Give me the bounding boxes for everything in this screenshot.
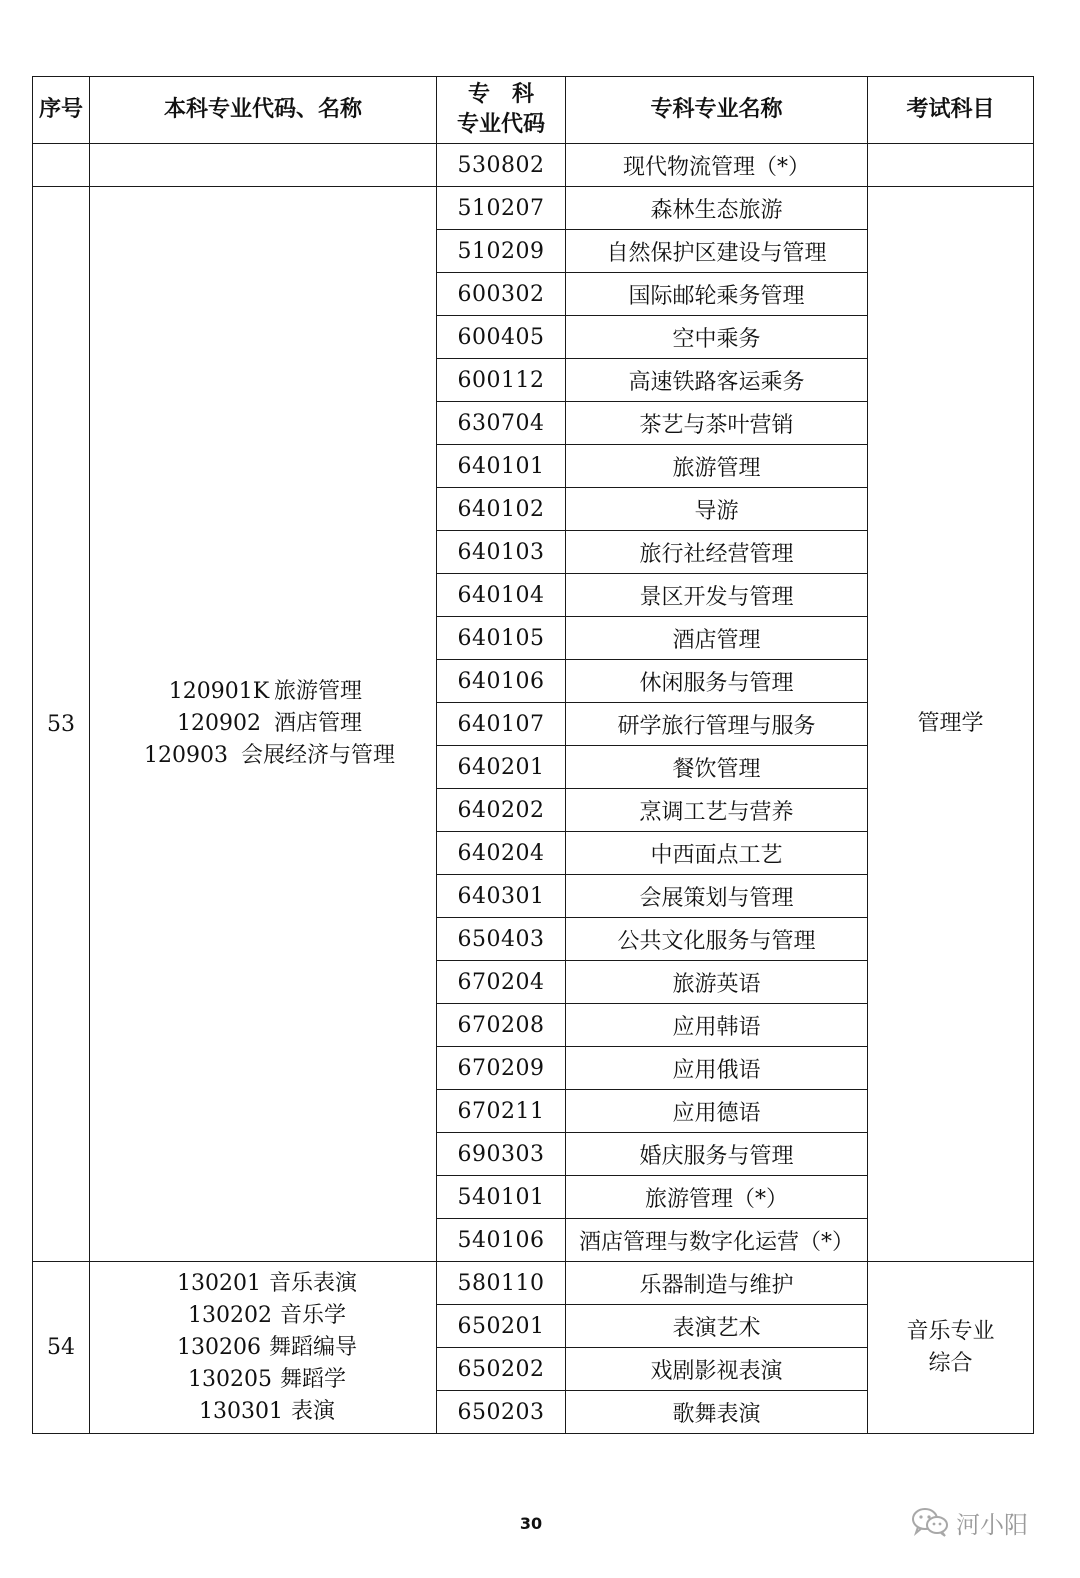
bachelor-major-code: 120901K	[168, 679, 270, 704]
code-cell: 640103	[437, 531, 566, 574]
bachelor-major	[90, 676, 436, 708]
name-cell: 酒店管理与数字化运营（*）	[566, 1219, 868, 1262]
bachelor-major	[90, 1332, 436, 1364]
name-cell: 旅行社经营管理	[566, 531, 868, 574]
name-cell: 歌舞表演	[566, 1391, 868, 1434]
name-cell: 会展策划与管理	[566, 875, 868, 918]
bachelor-major-name: 音乐学	[279, 1302, 346, 1328]
code-cell: 650201	[437, 1305, 566, 1348]
code-cell: 640104	[437, 574, 566, 617]
code-cell: 640106	[437, 660, 566, 703]
code-cell: 670211	[437, 1090, 566, 1133]
bachelor-major-code: 130205	[187, 1366, 272, 1392]
seq-cell: 54	[33, 1262, 90, 1434]
header-code-line2: 专业代码	[456, 112, 545, 137]
subject-cell	[868, 1262, 1034, 1434]
bachelor-major	[90, 1300, 436, 1332]
bachelor-major	[90, 1268, 436, 1300]
name-cell: 表演艺术	[566, 1305, 868, 1348]
code-cell: 640105	[437, 617, 566, 660]
code-cell: 640102	[437, 488, 566, 531]
code-cell: 540101	[437, 1176, 566, 1219]
name-cell: 应用俄语	[566, 1047, 868, 1090]
name-cell: 高速铁路客运乘务	[566, 359, 868, 402]
name-cell: 公共文化服务与管理	[566, 918, 868, 961]
code-cell: 530802	[437, 144, 566, 187]
code-cell: 640301	[437, 875, 566, 918]
name-cell: 旅游英语	[566, 961, 868, 1004]
name-cell: 自然保护区建设与管理	[566, 230, 868, 273]
code-cell: 650403	[437, 918, 566, 961]
code-cell: 640107	[437, 703, 566, 746]
watermark-text: 河小阳	[956, 1510, 1028, 1539]
name-cell: 国际邮轮乘务管理	[566, 273, 868, 316]
code-cell: 640204	[437, 832, 566, 875]
majors-table	[32, 76, 1034, 1434]
bachelor-major-code: 130202	[187, 1302, 272, 1328]
code-cell: 640101	[437, 445, 566, 488]
name-cell: 应用德语	[566, 1090, 868, 1133]
bachelor-major-name: 舞蹈编导	[268, 1334, 357, 1360]
table-row	[33, 144, 1034, 187]
name-cell: 餐饮管理	[566, 746, 868, 789]
code-cell: 510209	[437, 230, 566, 273]
subject-line: 管理学	[917, 711, 984, 736]
code-cell: 670209	[437, 1047, 566, 1090]
subject-cell	[868, 144, 1034, 187]
name-cell: 烹调工艺与营养	[566, 789, 868, 832]
header-name: 专科专业名称	[566, 77, 868, 144]
bachelor-major-name: 会展经济与管理	[240, 743, 395, 768]
code-cell: 540106	[437, 1219, 566, 1262]
header-seq: 序号	[33, 77, 90, 144]
bachelor-major-code: 120902	[176, 711, 261, 736]
wechat-icon	[910, 1506, 950, 1538]
header-row	[33, 77, 1034, 144]
header-code	[437, 77, 566, 144]
bachelor-major-name: 舞蹈学	[279, 1366, 346, 1392]
name-cell: 酒店管理	[566, 617, 868, 660]
bachelor-cell	[90, 1262, 437, 1434]
bachelor-major-name: 表演	[290, 1398, 335, 1424]
bachelor-major	[90, 1364, 436, 1396]
bachelor-major-name: 酒店管理	[273, 711, 362, 736]
bachelor-major-code: 130206	[176, 1334, 261, 1360]
subject-line: 综合	[928, 1350, 973, 1376]
bachelor-major-name: 音乐表演	[268, 1270, 357, 1296]
bachelor-cell	[90, 187, 437, 1262]
bachelor-major-code: 120903	[143, 743, 228, 768]
bachelor-major	[90, 1396, 436, 1428]
code-cell: 510207	[437, 187, 566, 230]
code-cell: 600405	[437, 316, 566, 359]
subject-line: 音乐专业	[906, 1318, 995, 1344]
bachelor-major	[90, 708, 436, 740]
code-cell: 670208	[437, 1004, 566, 1047]
code-cell: 640201	[437, 746, 566, 789]
code-cell: 630704	[437, 402, 566, 445]
bachelor-major-code: 130301	[198, 1398, 283, 1424]
table-row	[33, 187, 1034, 230]
name-cell: 森林生态旅游	[566, 187, 868, 230]
code-cell: 600302	[437, 273, 566, 316]
header-subject: 考试科目	[868, 77, 1034, 144]
name-cell: 应用韩语	[566, 1004, 868, 1047]
name-cell: 中西面点工艺	[566, 832, 868, 875]
subject-cell	[868, 187, 1034, 1262]
name-cell: 戏剧影视表演	[566, 1348, 868, 1391]
name-cell: 旅游管理	[566, 445, 868, 488]
bachelor-major-name: 旅游管理	[273, 679, 362, 704]
table-row	[33, 1262, 1034, 1305]
name-cell: 休闲服务与管理	[566, 660, 868, 703]
name-cell: 茶艺与茶叶营销	[566, 402, 868, 445]
table-body	[33, 144, 1034, 1434]
name-cell: 乐器制造与维护	[566, 1262, 868, 1305]
page-number: 30	[519, 1514, 543, 1533]
code-cell: 580110	[437, 1262, 566, 1305]
name-cell: 导游	[566, 488, 868, 531]
code-cell: 650203	[437, 1391, 566, 1434]
code-cell: 690303	[437, 1133, 566, 1176]
bachelor-cell	[90, 144, 437, 187]
name-cell: 研学旅行管理与服务	[566, 703, 868, 746]
name-cell: 现代物流管理（*）	[566, 144, 868, 187]
seq-cell: 53	[33, 187, 90, 1262]
code-cell: 640202	[437, 789, 566, 832]
header-code-line1: 专 科	[467, 82, 534, 107]
name-cell: 景区开发与管理	[566, 574, 868, 617]
code-cell: 600112	[437, 359, 566, 402]
name-cell: 婚庆服务与管理	[566, 1133, 868, 1176]
watermark	[910, 1504, 1028, 1540]
bachelor-major	[90, 740, 436, 772]
code-cell: 670204	[437, 961, 566, 1004]
name-cell: 旅游管理（*）	[566, 1176, 868, 1219]
name-cell: 空中乘务	[566, 316, 868, 359]
seq-cell	[33, 144, 90, 187]
header-bachelor: 本科专业代码、名称	[90, 77, 437, 144]
code-cell: 650202	[437, 1348, 566, 1391]
bachelor-major-code: 130201	[176, 1270, 261, 1296]
